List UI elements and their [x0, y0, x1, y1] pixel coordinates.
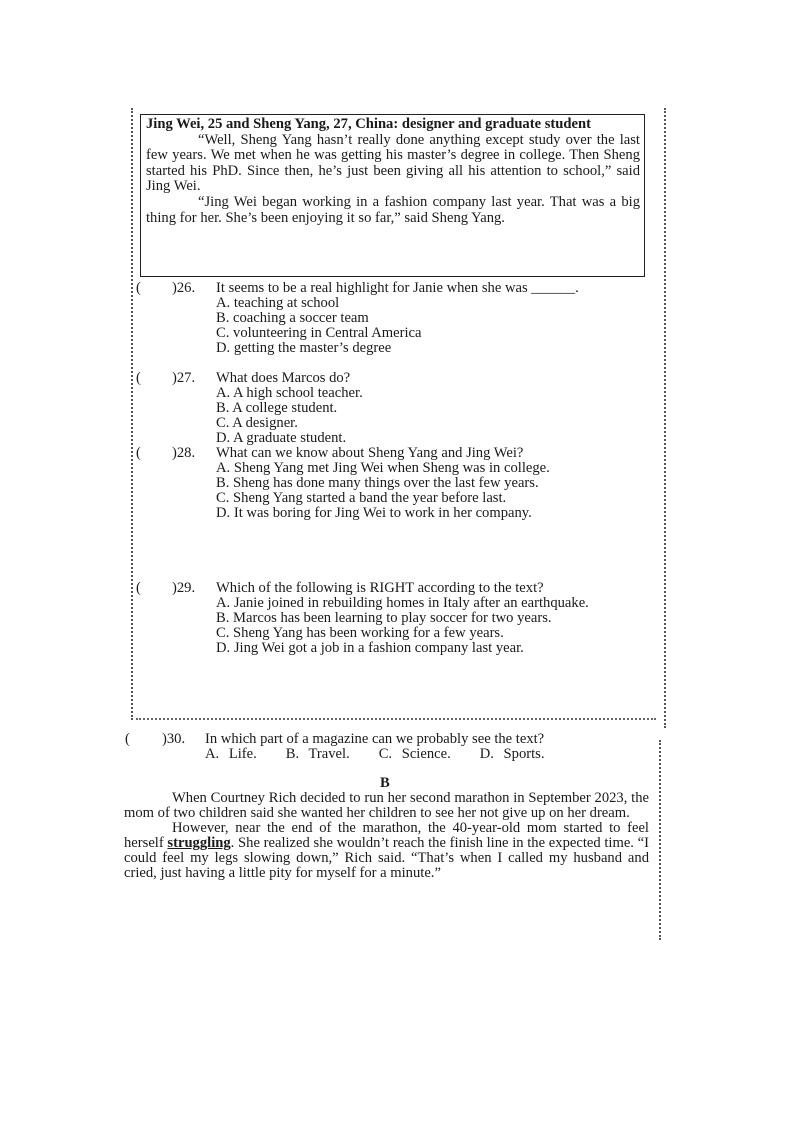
profile-paragraph-2: “Jing Wei began working in a fashion company last year. That was a big thing for her. She’s been enjoying it so far,” said Sheng Yang. — [146, 193, 640, 226]
question-27 — [136, 371, 656, 446]
question-number: )28. — [172, 445, 196, 461]
question-stem: Which of the following is RIGHT according to the text? — [216, 580, 544, 596]
left-dotted-border — [131, 108, 133, 720]
passage-paragraph-1: When Courtney Rich decided to run her second marathon in September 2023, the mom of two children said she wanted her children to see her not give up on her dream. — [124, 790, 649, 822]
question-29 — [136, 581, 656, 656]
option-d: D. Jing Wei got a job in a fashion company last year. — [216, 640, 524, 656]
question-number: )27. — [172, 370, 196, 386]
option-d: D. Sports. — [479, 746, 545, 762]
answer-paren: ( — [136, 445, 141, 461]
option-a: A. Life. — [205, 746, 257, 762]
passage-paragraph-2 — [124, 821, 649, 881]
question-stem: It seems to be a real highlight for Janie when she was ______. — [216, 280, 579, 296]
option-a: A. Sheng Yang met Jing Wei when Sheng was in college. — [216, 460, 550, 476]
profile-box — [140, 114, 645, 277]
option-c: C. volunteering in Central America — [216, 325, 422, 341]
question-number: )29. — [172, 580, 196, 596]
option-b: B. Sheng has done many things over the last few years. — [216, 475, 539, 491]
question-stem: What does Marcos do? — [216, 370, 351, 386]
passage-text: . She realized she wouldn’t reach the finish line in the expected time. “I could feel my legs slowing down,” Rich said. “That’s when I called my husband and cried, just having a little pity for myself for a minute.” — [124, 835, 649, 882]
option-c: C. Sheng Yang has been working for a few years. — [216, 625, 504, 641]
passage-b — [124, 791, 649, 882]
option-d: D. getting the master’s degree — [216, 340, 392, 356]
option-c: C. A designer. — [216, 415, 298, 431]
question-stem: In which part of a magazine can we probably see the text? — [205, 731, 545, 747]
option-a: A. teaching at school — [216, 295, 340, 311]
option-b: B. Travel. — [285, 746, 350, 762]
option-b: B. A college student. — [216, 400, 338, 416]
profile-paragraph-1: “Well, Sheng Yang hasn’t really done anything except study over the last few years. We met when he was getting his master’s degree in college. Then Sheng started his PhD. Since then, he’s just been giving all his attention to school,” said Jing Wei. — [146, 131, 640, 195]
right-dotted-border-lower — [659, 740, 661, 940]
answer-paren: ( — [136, 280, 141, 296]
option-a: A. Janie joined in rebuilding homes in Italy after an earthquake. — [216, 595, 589, 611]
question-stem: What can we know about Sheng Yang and Jing Wei? — [216, 445, 524, 461]
option-a: A. A high school teacher. — [216, 385, 363, 401]
question-26 — [136, 281, 656, 356]
section-heading-b: B — [380, 775, 390, 791]
option-c: C. Science. — [378, 746, 451, 762]
section-dotted-divider — [136, 718, 656, 720]
answer-paren: ( — [125, 731, 130, 747]
option-b: B. coaching a soccer team — [216, 310, 369, 326]
option-b: B. Marcos has been learning to play soccer for two years. — [216, 610, 552, 626]
options-row — [205, 747, 649, 762]
passage-text: However, near the end of the marathon, the 40-year-old mom started to feel herself — [124, 820, 649, 852]
answer-paren: ( — [136, 370, 141, 386]
question-28 — [136, 446, 656, 521]
underlined-keyword: struggling — [167, 835, 231, 852]
question-30 — [125, 732, 649, 762]
option-d: D. It was boring for Jing Wei to work in her company. — [216, 505, 532, 521]
answer-paren: ( — [136, 580, 141, 596]
profile-heading: Jing Wei, 25 and Sheng Yang, 27, China: designer and graduate student — [146, 116, 591, 132]
question-number: )26. — [172, 280, 196, 296]
question-number: )30. — [162, 731, 186, 747]
option-c: C. Sheng Yang started a band the year before last. — [216, 490, 507, 506]
option-d: D. A graduate student. — [216, 430, 347, 446]
right-dotted-border — [664, 108, 666, 728]
